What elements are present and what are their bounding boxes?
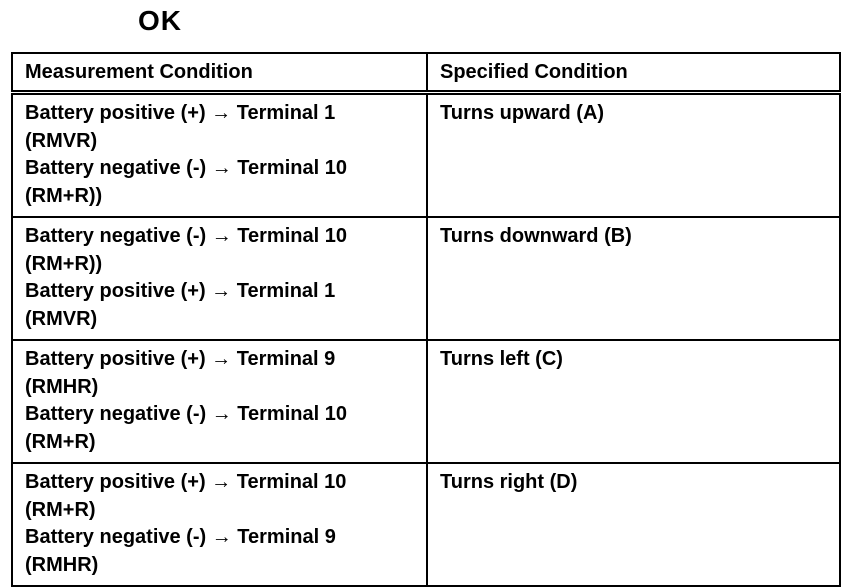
condition-line: (RM+R) bbox=[25, 430, 96, 453]
condition-line: (RM+R) bbox=[25, 498, 96, 521]
condition-line: (RMVR) bbox=[25, 307, 98, 330]
table-row bbox=[12, 217, 840, 340]
condition-line: Battery positive (+) → Terminal 10 bbox=[25, 471, 347, 493]
condition-line: Battery positive (+) → Terminal 1 bbox=[25, 280, 336, 302]
page-heading: OK bbox=[138, 5, 182, 36]
condition-line: Battery negative (-) → Terminal 9 bbox=[25, 526, 336, 548]
inspection-table bbox=[11, 52, 841, 587]
condition-line: (RMHR) bbox=[25, 375, 99, 398]
measurement-condition-cell bbox=[12, 217, 427, 340]
table-row bbox=[12, 340, 840, 463]
measurement-condition-header: Measurement Condition bbox=[12, 53, 427, 93]
condition-line: Battery positive (+) → Terminal 1 bbox=[25, 102, 336, 124]
condition-line: (RM+R)) bbox=[25, 252, 103, 275]
measurement-condition-cell bbox=[12, 340, 427, 463]
condition-line: (RMHR) bbox=[25, 553, 99, 576]
table-row bbox=[12, 463, 840, 586]
condition-line: Battery positive (+) → Terminal 9 bbox=[25, 348, 336, 370]
measurement-condition-cell bbox=[12, 93, 427, 218]
condition-line: Battery negative (-) → Terminal 10 bbox=[25, 157, 347, 179]
specified-condition-cell: Turns upward (A) bbox=[427, 93, 840, 218]
table-row bbox=[12, 93, 840, 218]
specified-condition-cell: Turns downward (B) bbox=[427, 217, 840, 340]
condition-line: (RM+R)) bbox=[25, 184, 103, 207]
condition-line: Battery negative (-) → Terminal 10 bbox=[25, 225, 347, 247]
specified-condition-cell: Turns left (C) bbox=[427, 340, 840, 463]
condition-line: Battery negative (-) → Terminal 10 bbox=[25, 403, 347, 425]
specified-condition-cell: Turns right (D) bbox=[427, 463, 840, 586]
measurement-condition-cell bbox=[12, 463, 427, 586]
table-header-row bbox=[12, 53, 840, 93]
specified-condition-header: Specified Condition bbox=[427, 53, 840, 93]
condition-line: (RMVR) bbox=[25, 129, 98, 152]
